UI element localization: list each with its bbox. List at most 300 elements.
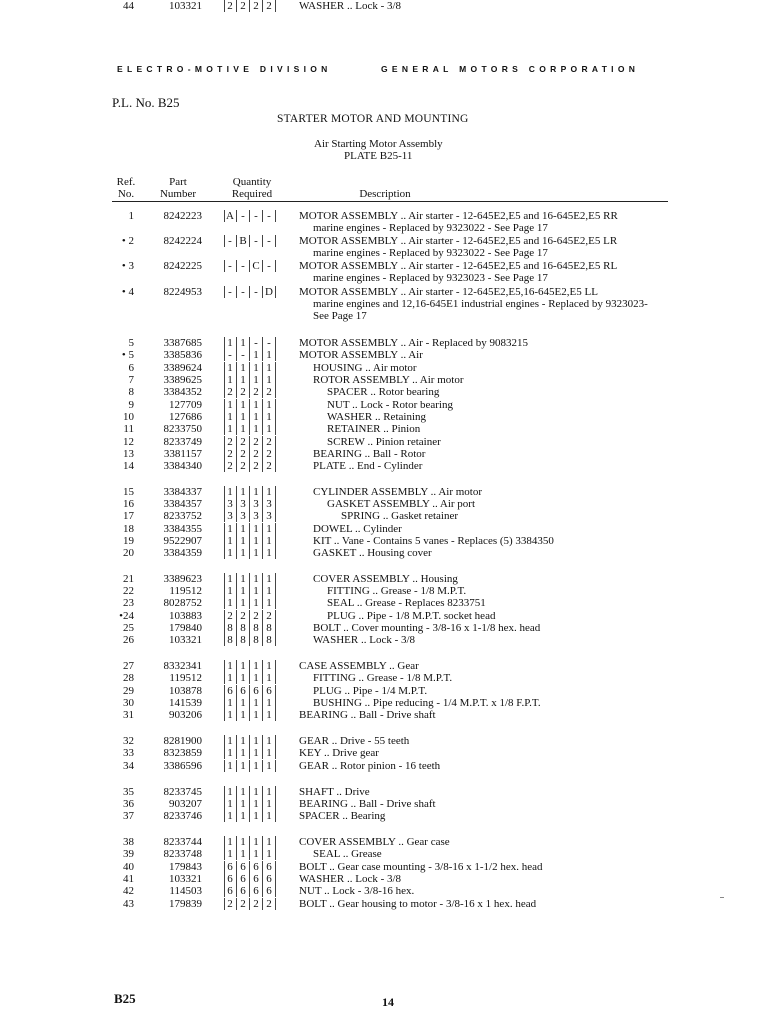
quantity-cell: 1 xyxy=(227,399,233,411)
ref-number: 20 xyxy=(123,547,134,559)
quantity-cell: 1 xyxy=(266,760,272,772)
ref-number: 13 xyxy=(123,448,134,460)
quantity-separator xyxy=(275,660,276,672)
quantity-cell: 1 xyxy=(266,486,272,498)
quantity-separator xyxy=(224,448,225,460)
quantity-separator xyxy=(262,362,263,374)
quantity-separator xyxy=(275,585,276,597)
ref-number: 38 xyxy=(123,836,134,848)
quantity-separator xyxy=(275,523,276,535)
quantity-separator xyxy=(249,885,250,897)
quantity-cell: 6 xyxy=(240,861,246,873)
part-number: 179840 xyxy=(169,622,202,634)
quantity-cell: 1 xyxy=(253,374,259,386)
quantity-separator xyxy=(262,423,263,435)
quantity-separator xyxy=(275,861,276,873)
quantity-cell: 2 xyxy=(253,386,259,398)
description: MOTOR ASSEMBLY .. Air starter - 12-645E2,E5 and 16-645E2,E5 RL xyxy=(299,260,618,272)
quantity-cell: 1 xyxy=(253,747,259,759)
description: PLUG .. Pipe - 1/4 M.P.T. xyxy=(313,685,428,697)
quantity-cell: 1 xyxy=(253,349,259,361)
quantity-separator xyxy=(249,660,250,672)
quantity-cell: 1 xyxy=(227,672,233,684)
ref-number: 18 xyxy=(123,523,134,535)
quantity-cell: 2 xyxy=(253,436,259,448)
quantity-separator xyxy=(224,898,225,910)
quantity-separator xyxy=(236,235,237,247)
ref-number: •24 xyxy=(119,610,134,622)
quantity-cell: 1 xyxy=(240,337,246,349)
quantity-cell: 6 xyxy=(227,685,233,697)
part-number: 179839 xyxy=(169,898,202,910)
quantity-separator xyxy=(236,362,237,374)
description-continuation: marine engines - Replaced by 9323022 - See Page 17 xyxy=(313,247,548,259)
ref-number: 30 xyxy=(123,697,134,709)
quantity-cell: 3 xyxy=(240,510,246,522)
quantity-cell: 1 xyxy=(266,798,272,810)
part-number: 8323859 xyxy=(163,747,202,759)
quantity-separator xyxy=(224,486,225,498)
header-corporation: GENERAL MOTORS CORPORATION xyxy=(381,64,640,74)
description-continuation: marine engines and 12,16-645E1 industrial engines - Replaced by 9323023- xyxy=(313,298,648,310)
quantity-separator xyxy=(224,523,225,535)
quantity-cell: 1 xyxy=(227,523,233,535)
quantity-separator xyxy=(262,798,263,810)
part-number: 8281900 xyxy=(163,735,202,747)
quantity-separator xyxy=(275,362,276,374)
quantity-separator xyxy=(236,735,237,747)
quantity-separator xyxy=(224,535,225,547)
quantity-separator xyxy=(275,709,276,721)
quantity-separator xyxy=(275,885,276,897)
quantity-cell: - xyxy=(267,260,271,272)
quantity-cell: 8 xyxy=(227,634,233,646)
quantity-separator xyxy=(236,535,237,547)
quantity-separator xyxy=(224,362,225,374)
quantity-cell: 1 xyxy=(253,535,259,547)
ref-number: 37 xyxy=(123,810,134,822)
description: SPACER .. Bearing xyxy=(299,810,386,822)
ref-number: 11 xyxy=(123,423,134,435)
description-continuation: marine engines - Replaced by 9323023 - See Page 17 xyxy=(313,272,548,284)
quantity-separator xyxy=(262,547,263,559)
quantity-separator xyxy=(236,747,237,759)
quantity-cell: 1 xyxy=(253,848,259,860)
description: SPRING .. Gasket retainer xyxy=(341,510,459,522)
quantity-separator xyxy=(236,786,237,798)
quantity-cell: 1 xyxy=(227,836,233,848)
quantity-cell: 6 xyxy=(240,885,246,897)
quantity-separator xyxy=(249,260,250,272)
quantity-separator xyxy=(275,235,276,247)
quantity-separator xyxy=(275,436,276,448)
quantity-cell: 1 xyxy=(266,399,272,411)
quantity-separator xyxy=(249,836,250,848)
quantity-cell: 1 xyxy=(227,747,233,759)
ref-number: 43 xyxy=(123,898,134,910)
ref-number: 34 xyxy=(123,760,134,772)
ref-number: 39 xyxy=(123,848,134,860)
quantity-separator xyxy=(262,573,263,585)
quantity-cell: 2 xyxy=(227,448,233,460)
quantity-cell: 1 xyxy=(227,709,233,721)
part-number: 3384337 xyxy=(163,486,202,498)
quantity-cell: 3 xyxy=(227,510,233,522)
subtitle: Air Starting Motor Assembly xyxy=(314,138,443,150)
description: WASHER .. Lock - 3/8 xyxy=(299,0,402,12)
part-number: 3386596 xyxy=(163,760,202,772)
quantity-separator xyxy=(262,337,263,349)
col-header-part-line2: Number xyxy=(159,188,197,200)
quantity-cell: 1 xyxy=(227,697,233,709)
quantity-cell: 1 xyxy=(240,374,246,386)
quantity-separator xyxy=(249,436,250,448)
quantity-cell: 1 xyxy=(240,709,246,721)
quantity-separator xyxy=(224,510,225,522)
description: BEARING .. Ball - Drive shaft xyxy=(299,709,436,721)
part-number: 3385836 xyxy=(163,349,202,361)
quantity-cell: 3 xyxy=(266,510,272,522)
quantity-cell: 1 xyxy=(240,535,246,547)
col-header-ref-line1: Ref. xyxy=(116,176,136,188)
part-number: 9522907 xyxy=(163,535,202,547)
quantity-separator xyxy=(224,622,225,634)
quantity-cell: 1 xyxy=(227,760,233,772)
quantity-separator xyxy=(275,411,276,423)
quantity-cell: 1 xyxy=(266,411,272,423)
quantity-cell: - xyxy=(228,260,232,272)
part-number: 8242224 xyxy=(163,235,202,247)
quantity-cell: 2 xyxy=(240,386,246,398)
quantity-separator xyxy=(224,760,225,772)
quantity-cell: 2 xyxy=(253,448,259,460)
quantity-separator xyxy=(275,0,276,12)
quantity-cell: 1 xyxy=(253,697,259,709)
pl-number: P.L. No. B25 xyxy=(112,95,180,110)
ref-number: 40 xyxy=(123,861,134,873)
quantity-cell: 1 xyxy=(253,399,259,411)
quantity-separator xyxy=(262,597,263,609)
description: MOTOR ASSEMBLY .. Air - Replaced by 9083215 xyxy=(299,337,528,349)
quantity-separator xyxy=(224,436,225,448)
quantity-separator xyxy=(262,848,263,860)
description: GASKET .. Housing cover xyxy=(313,547,432,559)
quantity-separator xyxy=(262,861,263,873)
quantity-separator xyxy=(275,810,276,822)
quantity-separator xyxy=(236,460,237,472)
description: BUSHING .. Pipe reducing - 1/4 M.P.T. x 1/8 F.P.T. xyxy=(313,697,541,709)
ref-number: 44 xyxy=(123,0,134,12)
quantity-separator xyxy=(262,810,263,822)
quantity-cell: - xyxy=(267,210,271,222)
quantity-separator xyxy=(262,210,263,222)
quantity-separator xyxy=(236,411,237,423)
quantity-cell: 1 xyxy=(253,411,259,423)
quantity-separator xyxy=(249,411,250,423)
description: HOUSING .. Air motor xyxy=(313,362,417,374)
part-number: 103883 xyxy=(169,610,202,622)
quantity-cell: 1 xyxy=(227,810,233,822)
quantity-cell: 1 xyxy=(240,747,246,759)
quantity-separator xyxy=(262,610,263,622)
quantity-cell: 2 xyxy=(227,610,233,622)
quantity-separator xyxy=(275,260,276,272)
quantity-cell: 3 xyxy=(253,510,259,522)
quantity-cell: 6 xyxy=(240,685,246,697)
ref-number: 27 xyxy=(123,660,134,672)
quantity-separator xyxy=(249,810,250,822)
quantity-cell: 8 xyxy=(253,634,259,646)
quantity-cell: 8 xyxy=(227,622,233,634)
quantity-cell: 6 xyxy=(227,861,233,873)
quantity-cell: - xyxy=(228,349,232,361)
quantity-cell: 1 xyxy=(266,362,272,374)
quantity-cell: 1 xyxy=(240,760,246,772)
description: PLUG .. Pipe - 1/8 M.P.T. socket head xyxy=(327,610,496,622)
quantity-separator xyxy=(224,634,225,646)
quantity-cell: - xyxy=(267,337,271,349)
quantity-separator xyxy=(224,735,225,747)
description-continuation: See Page 17 xyxy=(313,310,367,322)
quantity-separator xyxy=(236,634,237,646)
description: FITTING .. Grease - 1/8 M.P.T. xyxy=(327,585,467,597)
ref-number: 7 xyxy=(128,374,134,386)
ref-number: • 5 xyxy=(121,349,134,361)
description: KEY .. Drive gear xyxy=(299,747,379,759)
ref-number: 17 xyxy=(123,510,134,522)
quantity-cell: 1 xyxy=(240,836,246,848)
description: NUT .. Lock - 3/8-16 hex. xyxy=(299,885,415,897)
quantity-separator xyxy=(275,286,276,298)
part-number: 179843 xyxy=(169,861,202,873)
quantity-separator xyxy=(262,523,263,535)
quantity-separator xyxy=(224,498,225,510)
quantity-separator xyxy=(275,374,276,386)
description: COVER ASSEMBLY .. Housing xyxy=(313,573,458,585)
footer-section: B25 xyxy=(114,991,136,1006)
description: SEAL .. Grease xyxy=(313,848,382,860)
ref-number: 14 xyxy=(123,460,134,472)
quantity-cell: 2 xyxy=(240,460,246,472)
quantity-separator xyxy=(249,735,250,747)
quantity-cell: 8 xyxy=(266,634,272,646)
description: GEAR .. Rotor pinion - 16 teeth xyxy=(299,760,441,772)
description: WASHER .. Lock - 3/8 xyxy=(299,873,402,885)
quantity-cell: 8 xyxy=(240,622,246,634)
quantity-separator xyxy=(249,547,250,559)
quantity-cell: 6 xyxy=(266,873,272,885)
quantity-cell: 2 xyxy=(253,898,259,910)
quantity-separator xyxy=(275,486,276,498)
part-number: 8233746 xyxy=(163,810,202,822)
quantity-separator xyxy=(262,898,263,910)
ref-number: 28 xyxy=(123,672,134,684)
quantity-cell: 1 xyxy=(266,735,272,747)
quantity-cell: 1 xyxy=(266,349,272,361)
quantity-separator xyxy=(224,411,225,423)
quantity-separator xyxy=(262,0,263,12)
ref-number: 36 xyxy=(123,798,134,810)
part-number: 3384355 xyxy=(163,523,202,535)
part-number: 141539 xyxy=(169,697,202,709)
quantity-separator xyxy=(236,585,237,597)
quantity-cell: 1 xyxy=(240,786,246,798)
quantity-separator xyxy=(236,0,237,12)
quantity-separator xyxy=(249,337,250,349)
quantity-cell: 1 xyxy=(266,547,272,559)
quantity-cell: 1 xyxy=(266,597,272,609)
description: BOLT .. Gear case mounting - 3/8-16 x 1-1/2 hex. head xyxy=(299,861,543,873)
quantity-separator xyxy=(224,685,225,697)
quantity-separator xyxy=(262,486,263,498)
quantity-cell: 2 xyxy=(266,448,272,460)
quantity-cell: - xyxy=(241,260,245,272)
quantity-separator xyxy=(224,349,225,361)
quantity-separator xyxy=(224,399,225,411)
ref-number: 15 xyxy=(123,486,134,498)
quantity-separator xyxy=(262,436,263,448)
quantity-separator xyxy=(249,585,250,597)
quantity-separator xyxy=(275,460,276,472)
quantity-cell: 6 xyxy=(253,685,259,697)
quantity-separator xyxy=(224,235,225,247)
quantity-separator xyxy=(275,498,276,510)
part-number: 8233750 xyxy=(163,423,202,435)
quantity-cell: 1 xyxy=(227,423,233,435)
part-number: 119512 xyxy=(169,672,202,684)
ref-number: 29 xyxy=(123,685,134,697)
part-number: 8233744 xyxy=(163,836,202,848)
quantity-separator xyxy=(275,597,276,609)
quantity-cell: 2 xyxy=(227,386,233,398)
part-number: 114503 xyxy=(169,885,202,897)
quantity-cell: 1 xyxy=(253,362,259,374)
header-division: ELECTRO-MOTIVE DIVISION xyxy=(117,64,332,74)
quantity-separator xyxy=(224,873,225,885)
quantity-cell: 3 xyxy=(227,498,233,510)
quantity-separator xyxy=(236,610,237,622)
quantity-separator xyxy=(262,411,263,423)
quantity-separator xyxy=(236,386,237,398)
quantity-separator xyxy=(249,349,250,361)
quantity-cell: 1 xyxy=(266,523,272,535)
quantity-cell: 1 xyxy=(253,798,259,810)
quantity-separator xyxy=(275,798,276,810)
ref-number: 9 xyxy=(128,399,134,411)
quantity-cell: 1 xyxy=(227,535,233,547)
part-number: 8332341 xyxy=(163,660,202,672)
ref-number: 19 xyxy=(123,535,134,547)
quantity-cell: 1 xyxy=(253,672,259,684)
page-title: STARTER MOTOR AND MOUNTING xyxy=(277,113,469,125)
quantity-cell: 1 xyxy=(253,486,259,498)
description: FITTING .. Grease - 1/8 M.P.T. xyxy=(313,672,453,684)
quantity-separator xyxy=(262,709,263,721)
quantity-separator xyxy=(236,436,237,448)
description: SEAL .. Grease - Replaces 8233751 xyxy=(327,597,486,609)
quantity-cell: 2 xyxy=(240,448,246,460)
quantity-cell: 2 xyxy=(227,0,233,12)
quantity-separator xyxy=(249,786,250,798)
quantity-separator xyxy=(275,423,276,435)
quantity-cell: 1 xyxy=(240,660,246,672)
quantity-separator xyxy=(249,210,250,222)
ref-number: 8 xyxy=(128,386,134,398)
quantity-separator xyxy=(262,885,263,897)
col-header-quantity-line2: Required xyxy=(231,188,273,200)
quantity-cell: 8 xyxy=(266,622,272,634)
quantity-separator xyxy=(249,760,250,772)
quantity-separator xyxy=(236,848,237,860)
quantity-separator xyxy=(236,260,237,272)
quantity-separator xyxy=(236,210,237,222)
quantity-separator xyxy=(275,760,276,772)
quantity-separator xyxy=(224,286,225,298)
quantity-cell: 1 xyxy=(266,848,272,860)
quantity-separator xyxy=(224,660,225,672)
quantity-separator xyxy=(262,460,263,472)
quantity-separator xyxy=(262,786,263,798)
plate-label: PLATE B25-11 xyxy=(344,150,413,162)
quantity-separator xyxy=(224,810,225,822)
quantity-separator xyxy=(262,399,263,411)
col-header-description: Description xyxy=(359,188,411,200)
ref-number: 32 xyxy=(123,735,134,747)
quantity-separator xyxy=(262,685,263,697)
part-number: 3389623 xyxy=(163,573,202,585)
quantity-cell: 2 xyxy=(266,610,272,622)
quantity-cell: 3 xyxy=(266,498,272,510)
quantity-cell: 1 xyxy=(240,735,246,747)
quantity-cell: 1 xyxy=(266,374,272,386)
description: CYLINDER ASSEMBLY .. Air motor xyxy=(313,486,483,498)
quantity-separator xyxy=(236,836,237,848)
quantity-separator xyxy=(249,362,250,374)
quantity-cell: 2 xyxy=(227,460,233,472)
quantity-separator xyxy=(262,510,263,522)
quantity-separator xyxy=(275,735,276,747)
description: SPACER .. Rotor bearing xyxy=(327,386,440,398)
description: GEAR .. Drive - 55 teeth xyxy=(299,735,410,747)
quantity-cell: 2 xyxy=(266,898,272,910)
description: NUT .. Lock - Rotor bearing xyxy=(327,399,453,411)
quantity-separator xyxy=(262,836,263,848)
quantity-cell: - xyxy=(254,210,258,222)
part-number: 103321 xyxy=(169,0,202,12)
quantity-separator xyxy=(262,747,263,759)
quantity-separator xyxy=(236,709,237,721)
quantity-separator xyxy=(249,697,250,709)
quantity-cell: 1 xyxy=(240,399,246,411)
description-continuation: marine engines - Replaced by 9323022 - See Page 17 xyxy=(313,222,548,234)
ref-number: • 4 xyxy=(121,286,134,298)
quantity-cell: 1 xyxy=(253,523,259,535)
description: KIT .. Vane - Contains 5 vanes - Replaces (5) 3384350 xyxy=(313,535,554,547)
description: WASHER .. Lock - 3/8 xyxy=(313,634,416,646)
quantity-cell: - xyxy=(228,286,232,298)
quantity-separator xyxy=(249,486,250,498)
quantity-separator xyxy=(275,510,276,522)
quantity-separator xyxy=(249,622,250,634)
quantity-cell: 6 xyxy=(253,873,259,885)
quantity-cell: 3 xyxy=(253,498,259,510)
quantity-cell: 6 xyxy=(266,685,272,697)
ref-number: 10 xyxy=(123,411,134,423)
quantity-separator xyxy=(236,898,237,910)
quantity-separator xyxy=(236,760,237,772)
quantity-separator xyxy=(249,286,250,298)
quantity-separator xyxy=(262,735,263,747)
